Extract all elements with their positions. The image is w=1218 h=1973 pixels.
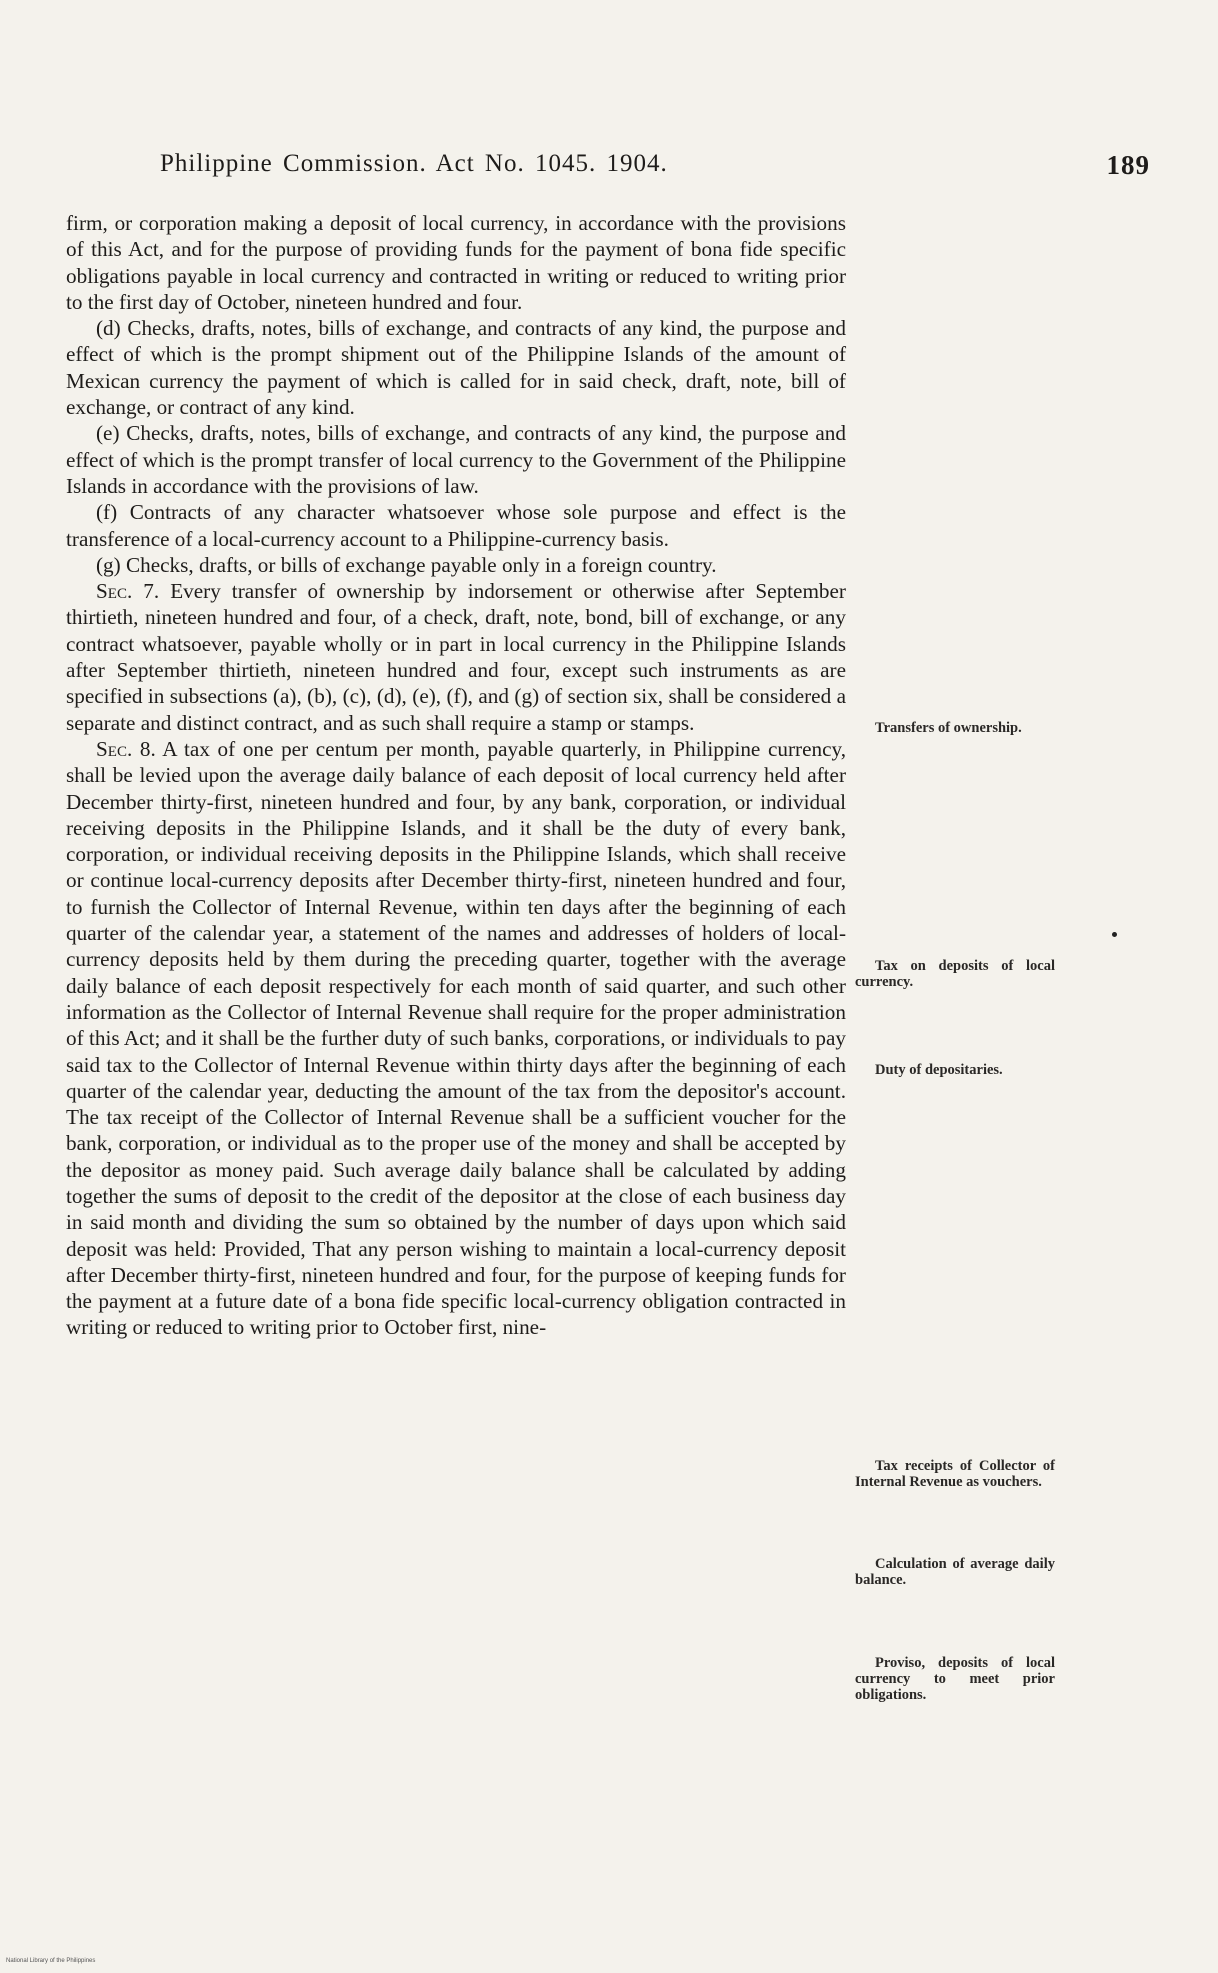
- paragraph-section-8: [66, 736, 846, 1341]
- paragraph-text: (g) Checks, drafts, or bills of exchange payable only in a foreign country.: [96, 552, 717, 577]
- paragraph-text: A tax of one per centum per month, payable quarterly, in Philippine currency, shall be levied upon the average daily balance of each deposit of local currency held after December thirty-first, nineteen hundred and four, by any bank, corporation, or individual receiving deposits in the Philippine Islands, and it shall be the duty of every bank, corporation, or individual receiving deposits in the Philippine Islands, which shall receive or continue local-currency deposits after December thirty-first, nineteen hundred and four, to furnish the Collector of Internal Revenue, within ten days after the beginning of each quarter of the calendar year, a statement of the names and addresses of holders of local-currency deposits held by them during the preceding quarter, together with the average daily balance of each deposit respectively for each month of said quarter, and such other information as the Collector of Internal Revenue shall require for the proper administration of this Act; and it shall be the further duty of such banks, corporations, or individuals to pay said tax to the Collector of Internal Revenue within thirty days after the beginning of each quarter of the calendar year, deducting the amount of the tax from the depositor's account. The tax receipt of the Collector of Internal Revenue shall be a sufficient voucher for the bank, corporation, or individual as to the proper use of the money and shall be accepted by the depositor as money paid. Such average daily balance shall be calculated by adding together the sums of deposit to the credit of the depositor at the close of each business day in said month and dividing the sum so obtained by the number of days upon which said deposit was held: Provided, That any person wishing to maintain a local-currency deposit after December thirty-first, nineteen hundred and four, for the purpose of keeping funds for the payment at a future date of a bona fide specific local-currency obligation contracted in writing or reduced to writing prior to October first, nine-: [66, 736, 846, 1340]
- margin-note-duty: Duty of depositaries.: [875, 1062, 1003, 1078]
- paragraph-text: (f) Contracts of any character whatsoever whose sole purpose and effect is the transference of a local-currency account to a Philippine-currency basis.: [66, 500, 846, 551]
- margin-note-transfers: Transfers of ownership.: [875, 720, 1022, 736]
- paragraph-text: (d) Checks, drafts, notes, bills of exchange, and contracts of any kind, the purpose and effect of which is the prompt shipment out of the Philippine Islands of the amount of Mexican currency the payment of which is called for in said check, draft, note, bill of exchange, or contract of any kind.: [66, 316, 846, 420]
- paragraph-text: Every transfer of ownership by indorsement or otherwise after September thirtieth, nineteen hundred and four, of a check, draft, note, bond, bill of exchange, or any contract whatsoever, payable wholly or in part in local currency in the Philippine Islands after September thirtieth, nineteen hundred and four, except such instruments as are specified in subsections (a), (b), (c), (d), (e), (f), and (g) of section six, shall be considered a separate and distinct contract, and as such shall require a stamp or stamps.: [66, 579, 846, 735]
- page-number: 189: [1106, 150, 1150, 180]
- paragraph-subsection-d: [66, 315, 846, 420]
- section-label: Sec. 8.: [96, 736, 156, 761]
- paragraph-text: (e) Checks, drafts, notes, bills of exchange, and contracts of any kind, the purpose and effect of which is the prompt transfer of local currency to the Government of the Philippine Islands in accordance with the provisions of law.: [66, 421, 846, 498]
- paragraph-subsection-g: [66, 552, 846, 578]
- paragraph-subsection-e: [66, 420, 846, 499]
- paragraph-text: firm, or corporation making a deposit of local currency, in accordance with the provisions of this Act, and for the purpose of providing funds for the payment of bona fide specific obligations payable in local currency and contracted in writing or reduced to writing prior to the first day of October, nineteen hundred and four.: [66, 211, 846, 314]
- page-header: [160, 150, 1150, 190]
- paragraph-subsection-f: [66, 499, 846, 552]
- margin-note-tax-on-deposits: Tax on deposits of local currency.: [855, 958, 1055, 990]
- margin-note-calculation: Calculation of average daily balance.: [855, 1556, 1055, 1588]
- margin-note-tax-receipts: Tax receipts of Collector of Internal Revenue as vouchers.: [855, 1458, 1055, 1490]
- print-speck: [1112, 932, 1117, 937]
- act-body-text: [66, 210, 846, 1341]
- paragraph-continuation: [66, 210, 846, 315]
- running-title: Philippine Commission. Act No. 1045. 1904.: [160, 150, 668, 177]
- page-footer: National Library of the Philippines: [6, 1958, 96, 1964]
- paragraph-section-7: [66, 578, 846, 736]
- margin-note-proviso: Proviso, deposits of local currency to meet prior obligations.: [855, 1655, 1055, 1703]
- section-label: Sec. 7.: [96, 579, 160, 604]
